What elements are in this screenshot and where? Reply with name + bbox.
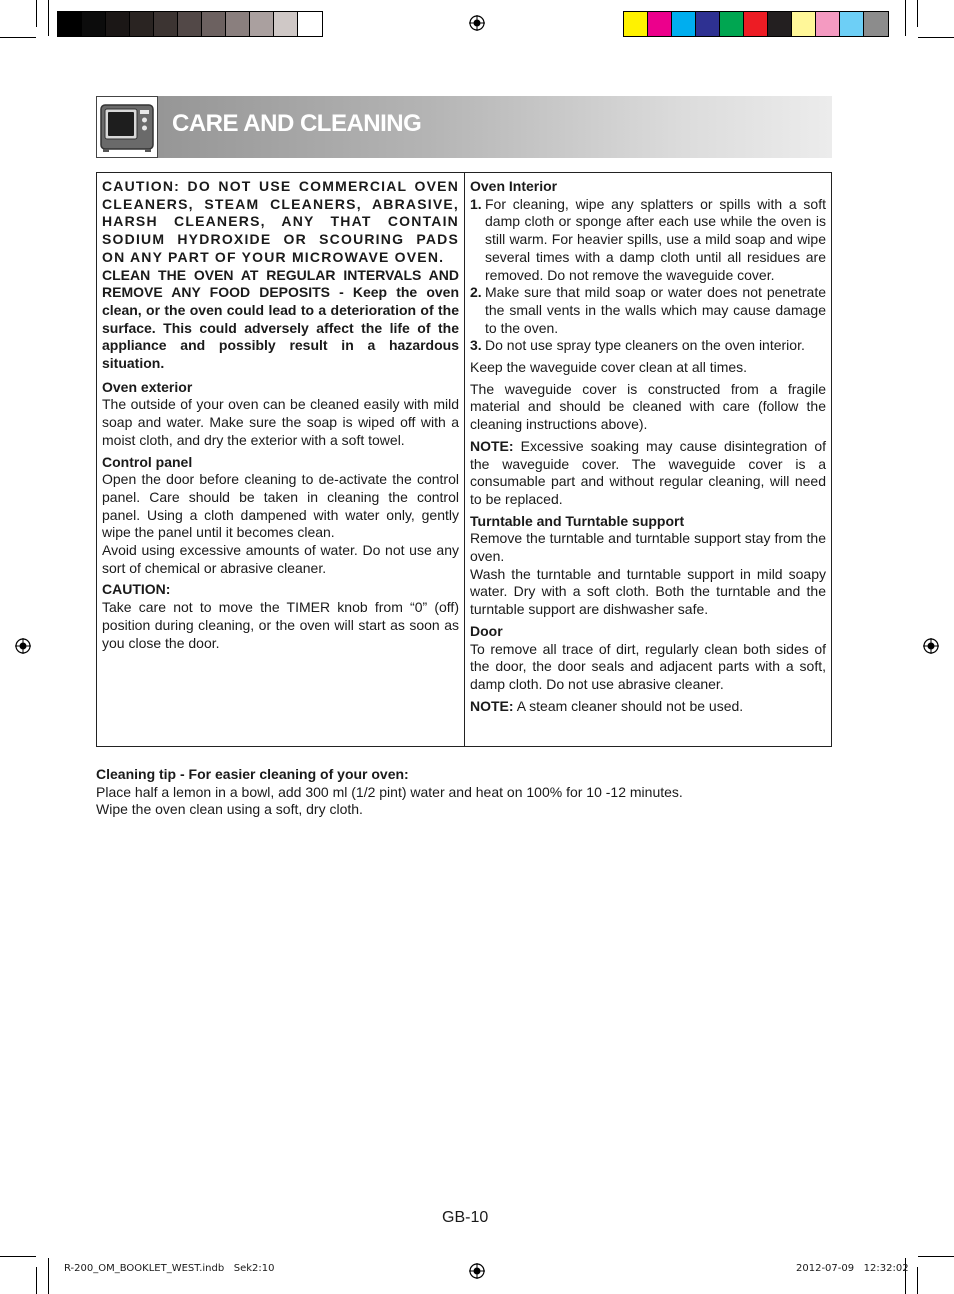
waveguide-text-1: Keep the waveguide cover clean at all times. (470, 359, 748, 376)
color-swatch (672, 12, 696, 36)
crop-mark (36, 1267, 37, 1294)
section-header (96, 96, 832, 158)
color-swatch (250, 12, 274, 36)
crop-mark (0, 37, 36, 38)
clean-notice: CLEAN THE OVEN AT REGULAR INTERVALS AND REMOVE ANY FOOD DEPOSITS - Keep the oven clean, or the oven could lead to a deterioration of the surface. This could adversely affect the life of the appliance and possibly result in a hazardous situation. (102, 266, 459, 372)
crop-mark (917, 0, 918, 27)
color-swatch (58, 12, 82, 36)
list-number: 3. (470, 337, 482, 354)
caution-heading: CAUTION: DO NOT USE COMMERCIAL OVEN CLEANERS, STEAM CLEANERS, ABRASIVE, HARSH CLEANERS, ANY THAT CONTAIN SODIUM HYDROXIDE OR SCOURING PADS ON ANY PART OF YOUR MICROWAVE OVEN. (102, 178, 459, 265)
registration-mark-icon (469, 15, 485, 31)
crop-mark (48, 0, 49, 36)
note-2 (470, 698, 826, 716)
control-text-2: Avoid using excessive amounts of water. Do not use any sort of chemical or abrasive cleaner. (102, 542, 459, 576)
note-text: A steam cleaner should not be used. (516, 697, 744, 714)
list-number: 2. (470, 284, 482, 301)
color-swatch (178, 12, 202, 36)
registration-mark-icon (15, 638, 31, 654)
crop-mark (905, 0, 906, 36)
color-swatch (624, 12, 648, 36)
color-swatch (864, 12, 888, 36)
list-number: 1. (470, 195, 482, 212)
interior-title: Oven Interior (470, 178, 558, 194)
list-item (470, 337, 826, 355)
control-title: Control panel (102, 453, 193, 470)
list-item (470, 284, 826, 337)
crop-mark (0, 1256, 36, 1257)
list-item (470, 196, 826, 285)
page-number: GB-10 (442, 1209, 489, 1226)
footer-timestamp: 2012-07-09 12:32:02 (796, 1263, 909, 1274)
color-swatch (816, 12, 840, 36)
color-swatch (82, 12, 106, 36)
turntable-title: Turntable and Turntable support (470, 512, 685, 529)
tip-line-2: Wipe the oven clean using a soft, dry cloth. (96, 801, 363, 817)
note-label: NOTE: (470, 437, 514, 454)
header-icon-box (96, 96, 158, 158)
registration-mark-icon (923, 638, 939, 654)
page-title: CARE AND CLEANING (172, 110, 422, 137)
crop-mark (48, 1258, 49, 1294)
cleaning-tip (96, 766, 832, 819)
list-text: Do not use spray type cleaners on the oven interior. (485, 337, 805, 354)
crop-mark (918, 1256, 954, 1257)
color-bar (623, 11, 889, 37)
exterior-text: The outside of your oven can be cleaned easily with mild soap and water. Make sure the soap is wiped off with a moist cloth, and dry the exterior with a soft towel. (102, 396, 459, 448)
crop-mark (36, 0, 37, 27)
door-title: Door (470, 622, 503, 639)
color-swatch (298, 12, 322, 36)
color-swatch (130, 12, 154, 36)
color-swatch (106, 12, 130, 36)
color-swatch (696, 12, 720, 36)
content-table (96, 172, 832, 747)
control-text-1: Open the door before cleaning to de-activate the control panel. Care should be taken in cleaning the control panel. Using a cloth dampened with water only, gently wipe the panel until it becomes clean. (102, 471, 459, 541)
tip-title: Cleaning tip - For easier cleaning of your oven: (96, 766, 409, 782)
color-swatch (648, 12, 672, 36)
exterior-title: Oven exterior (102, 378, 193, 395)
caution-text: Take care not to move the TIMER knob from “0” (off) position during cleaning, or the oven will start as soon as you close the door. (102, 599, 459, 651)
registration-mark-icon (469, 1263, 485, 1279)
color-swatch (744, 12, 768, 36)
note-label: NOTE: (470, 697, 514, 714)
grayscale-bar (57, 11, 323, 37)
note-text: Excessive soaking may cause disintegration of the waveguide cover. The waveguide cover is a consumable part and without regular cleaning, will need to be replaced. (470, 437, 827, 507)
color-swatch (202, 12, 226, 36)
caution-title: CAUTION: (102, 581, 171, 598)
color-swatch (720, 12, 744, 36)
note-1 (470, 438, 826, 509)
list-text: For cleaning, wipe any splatters or spills with a soft damp cloth or sponge after each use while the oven is still warm. For heavier spills, use a mild soap and wipe several times with a damp cloth until all residues are removed. Do not remove the waveguide cover. (485, 195, 826, 283)
microwave-oven-icon (97, 97, 157, 157)
footer-file-info: R-200_OM_BOOKLET_WEST.indb Sek2:10 (64, 1263, 275, 1274)
right-column (470, 178, 826, 715)
color-swatch (154, 12, 178, 36)
interior-list (470, 196, 826, 355)
door-text: To remove all trace of dirt, regularly clean both sides of the door, the door seals and adjacent parts with a soft, damp cloth. Do not use abrasive cleaner. (470, 640, 826, 692)
color-swatch (792, 12, 816, 36)
color-swatch (226, 12, 250, 36)
turntable-text-2: Wash the turntable and turntable support in mild soapy water. Dry with a soft cloth. Both the turntable and the turntable support are dishwasher safe. (470, 565, 826, 618)
crop-mark (917, 1267, 918, 1294)
tip-line-1: Place half a lemon in a bowl, add 300 ml (1/2 pint) water and heat on 100% for 10 -12 minutes. (96, 783, 683, 800)
color-swatch (768, 12, 792, 36)
left-column (102, 178, 459, 652)
list-text: Make sure that mild soap or water does not penetrate the small vents in the walls which may cause damage to the oven. (485, 284, 826, 336)
color-swatch (274, 12, 298, 36)
crop-mark (918, 37, 954, 38)
color-swatch (840, 12, 864, 36)
column-divider (464, 173, 465, 746)
turntable-text-1: Remove the turntable and turntable support stay from the oven. (470, 530, 826, 565)
waveguide-text-2: The waveguide cover is constructed from a fragile material and should be cleaned with care (follow the cleaning instructions above). (470, 380, 826, 433)
